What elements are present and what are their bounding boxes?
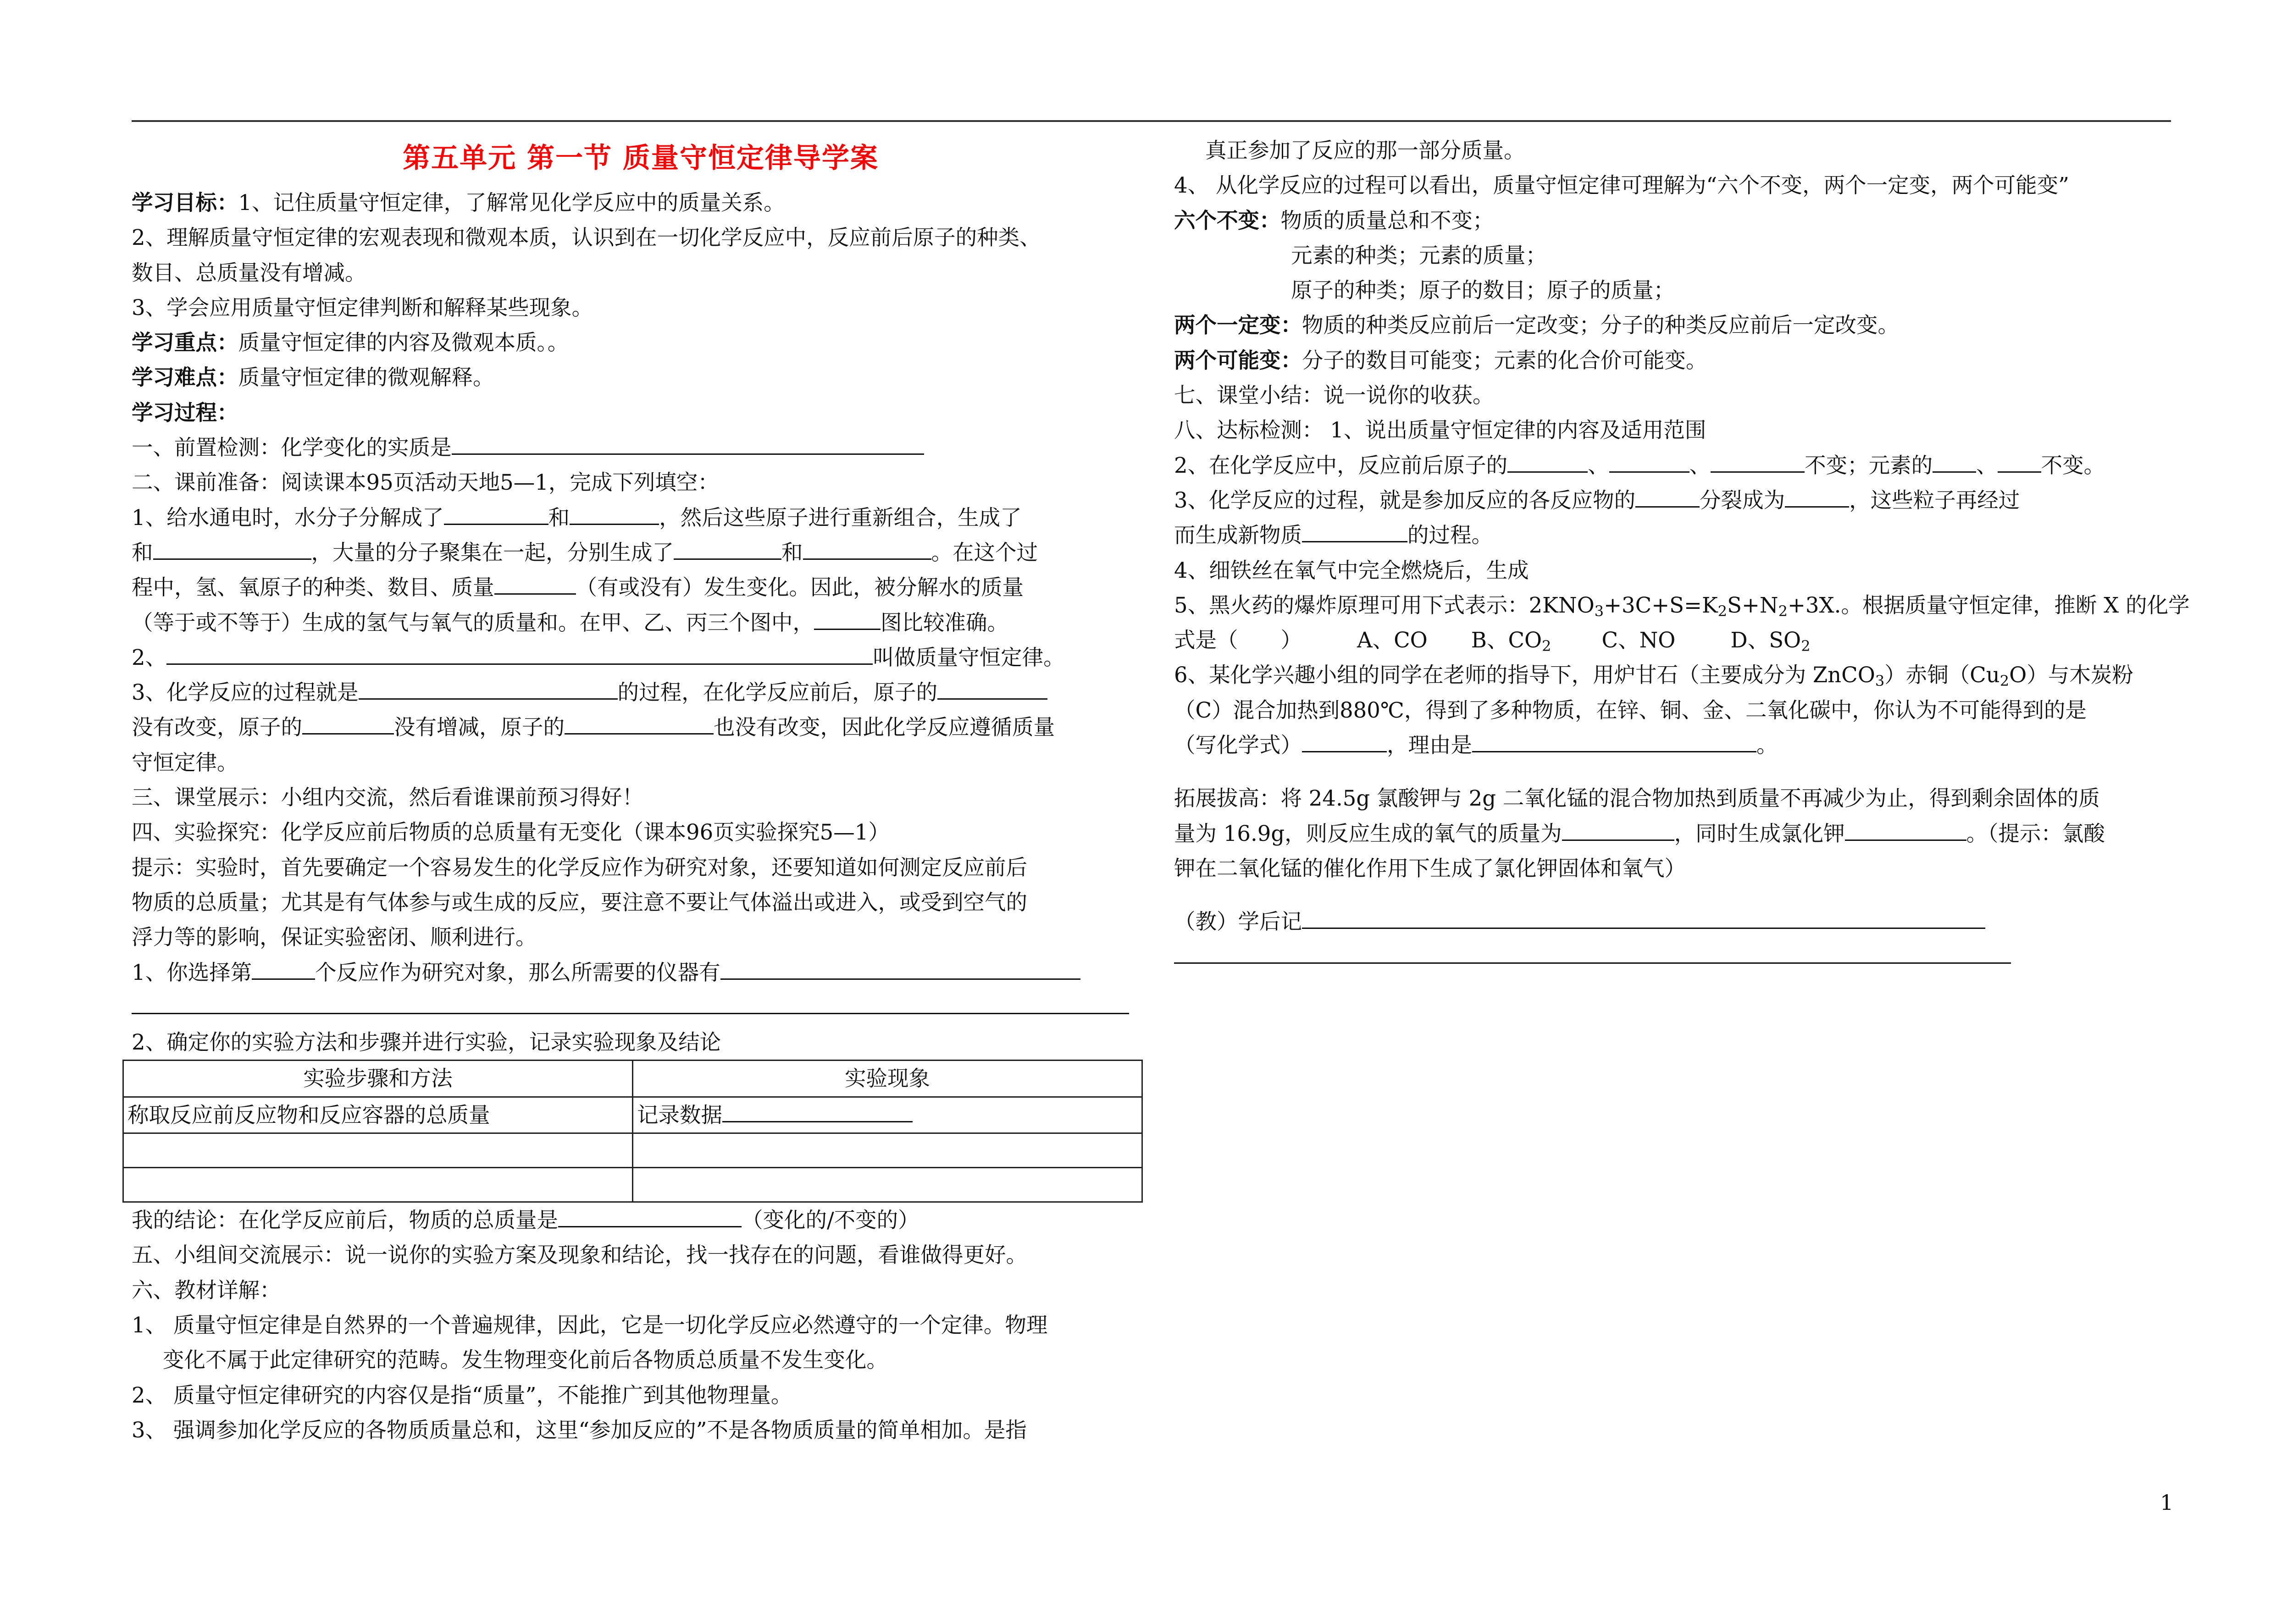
text-span: 也没有改变，因此化学反应遵循质量 [714, 715, 1055, 740]
text-span: 没有改变，原子的 [132, 715, 302, 740]
section-3: 三、课堂展示：小组内交流，然后看谁课前预习得好！ [132, 785, 643, 810]
text-span: 2、在化学反应中，反应前后原子的 [1174, 453, 1508, 478]
text-span: O）与木炭粉 [2009, 663, 2133, 688]
option-c[interactable]: C、NO [1601, 628, 1676, 653]
answer-blank[interactable] [570, 503, 659, 525]
tip-b: 物质的总质量；尤其是有气体参与或生成的反应，要注意不要让气体溢出或进入，或受到空气的 [132, 889, 1027, 915]
detail-3: 3、 强调参加化学反应的各物质质量总和，这里“参加反应的”不是各物质质量的简单相加。是指 [132, 1417, 1027, 1442]
difficulty-text: 质量守恒定律的微观解释。 [238, 365, 494, 390]
table-cell[interactable] [633, 1133, 1142, 1168]
answer-blank[interactable] [1562, 818, 1674, 841]
text-span: 3、化学反应的过程就是 [132, 680, 359, 705]
answer-blank[interactable] [452, 432, 924, 455]
option-d[interactable] [1730, 628, 1811, 655]
text-span: 和 [132, 540, 153, 565]
table-cell[interactable] [123, 1168, 633, 1202]
answer-blank[interactable] [814, 608, 881, 630]
text-span: 叫做质量守恒定律。 [873, 645, 1065, 670]
goals-label: 学习目标： [132, 190, 238, 215]
table-cell[interactable] [633, 1168, 1142, 1202]
text-span: 物质的质量总和不变； [1280, 208, 1494, 233]
text-span: 个反应作为研究对象，那么所需要的仪器有 [315, 960, 720, 985]
option-b[interactable] [1471, 628, 1551, 655]
answer-blank[interactable] [252, 957, 315, 980]
text-span: +3C+S=K [1604, 592, 1718, 618]
text-span: ，理由是 [1387, 733, 1472, 758]
document-title: 第五单元 第一节 质量守恒定律导学案 [403, 142, 879, 174]
answer-blank[interactable] [1933, 450, 1976, 473]
subscript: 3 [1875, 672, 1885, 690]
text-span: 1、你选择第 [132, 960, 252, 985]
subscript: 2 [1801, 637, 1811, 655]
text-span: 图比较准确。 [881, 610, 1008, 635]
tip-a: 提示：实验时，首先要确定一个容易发生的化学反应作为研究对象，还要知道如何测定反应前后 [132, 855, 1027, 880]
table-cell: 称取反应前反应物和反应容器的总质量 [123, 1097, 633, 1133]
table-row [123, 1133, 1142, 1168]
goal-2a: 2、理解质量守恒定律的宏观表现和微观本质，认识到在一切化学反应中，反应前后原子的种类、 [132, 225, 1041, 250]
section-5: 五、小组间交流展示：说一说你的实验方案及现象和结论，找一找存在的问题，看谁做得更好。 [132, 1243, 1027, 1268]
section-4: 四、实验探究：化学反应前后物质的总质量有无变化（课本96页实验探究5—1） [132, 820, 890, 845]
extension-c: 钾在二氧化锰的催化作用下生成了氯化钾固体和氧气） [1174, 856, 1686, 881]
text-line: 原子的种类；原子的数目；原子的质量； [1291, 278, 1675, 303]
text-span: 的过程。 [1407, 523, 1493, 548]
answer-blank[interactable] [558, 1205, 742, 1227]
text-span: 。在这个过 [931, 540, 1038, 565]
after-class-note-label: （教）学后记 [1174, 909, 1302, 934]
detail-2: 2、 质量守恒定律研究的内容仅是指“质量”，不能推广到其他物理量。 [132, 1382, 792, 1408]
text-span: 分子的数目可能变；元素的化合价可能变。 [1302, 348, 1707, 373]
answer-blank[interactable] [444, 503, 548, 525]
text-line: 4、细铁丝在氧气中完全燃烧后，生成 [1174, 558, 1529, 583]
answer-blank[interactable] [674, 537, 781, 560]
answer-blank[interactable] [166, 642, 873, 665]
key-points-text: 质量守恒定律的内容及微观本质。。 [238, 330, 569, 355]
subscript: 2 [1542, 637, 1551, 655]
right-line-1: 4、 从化学反应的过程可以看出，质量守恒定律可理解为“六个不变，两个一定变，两个可能变” [1174, 173, 2069, 198]
table-header: 实验现象 [633, 1061, 1142, 1097]
subscript: 3 [1594, 602, 1604, 620]
difficulty-label: 学习难点： [132, 365, 238, 390]
text-span: 、 [1588, 453, 1609, 478]
text-span: S+N [1727, 592, 1778, 618]
tip-c: 浮力等的影响，保证实验密闭、顺利进行。 [132, 925, 537, 950]
answer-blank[interactable] [1302, 520, 1407, 542]
table-row [123, 1168, 1142, 1202]
section-2: 二、课前准备：阅读课本95页活动天地5—1，完成下列填空： [132, 470, 719, 495]
answer-blank[interactable] [1302, 730, 1387, 752]
answer-blank[interactable] [494, 572, 576, 595]
goal-2b: 数目、总质量没有增减。 [132, 260, 366, 285]
text-span: 分裂成为 [1700, 487, 1785, 513]
text-span: 物质的种类反应前后一定改变；分子的种类反应前后一定改变。 [1302, 313, 1899, 338]
process-label: 学习过程： [132, 400, 238, 425]
table-cell[interactable] [123, 1133, 633, 1168]
text-line: 元素的种类；元素的质量； [1291, 243, 1547, 268]
goal-3: 3、学会应用质量守恒定律判断和解释某些现象。 [132, 295, 593, 320]
text-span: 、 [1976, 453, 1998, 478]
right-line-0: 真正参加了反应的那一部分质量。 [1205, 138, 1525, 163]
text-span: （有或没有）发生变化。因此，被分解水的质量 [576, 575, 1024, 600]
answer-blank[interactable] [1998, 450, 2041, 473]
right-column [1174, 133, 2190, 974]
text-span: 式是（ ） [1174, 628, 1302, 653]
answer-blank[interactable] [359, 677, 618, 700]
key-points-label: 学习重点： [132, 330, 238, 355]
answer-blank[interactable] [302, 712, 394, 735]
answer-blank[interactable] [1845, 818, 1966, 841]
text-span: 3、化学反应的过程，就是参加反应的各反应物的 [1174, 487, 1636, 513]
top-rule [132, 120, 2171, 122]
answer-blank[interactable] [722, 1101, 913, 1122]
answer-blank[interactable] [1302, 906, 1985, 929]
goal-1: 1、记住质量守恒定律，了解常见化学反应中的质量关系。 [238, 190, 785, 215]
text-span: 、 [1689, 453, 1711, 478]
detail-1a: 1、 质量守恒定律是自然界的一个普遍规律，因此，它是一切化学反应必然遵守的一个定律。物理 [132, 1312, 1048, 1337]
text-span: 不变。 [2041, 453, 2105, 478]
text-span: 量为 16.9g，则反应生成的氧气的质量为 [1174, 821, 1562, 846]
text-span: 的过程，在化学反应前后，原子的 [617, 680, 938, 705]
experiment-table [122, 1060, 1143, 1203]
answer-blank[interactable] [565, 712, 714, 735]
text-span: D、SO [1730, 628, 1801, 653]
text-span: 不变；元素的 [1805, 453, 1933, 478]
text-span: ，这些粒子再经过 [1849, 487, 2020, 513]
answer-blank[interactable] [1785, 485, 1849, 508]
subscript: 2 [1999, 672, 2010, 690]
table-cell [633, 1097, 1142, 1133]
text-span: 而生成新物质 [1174, 523, 1302, 548]
text-span: 程中，氢、氧原子的种类、数目、质量 [132, 575, 494, 600]
answer-line[interactable] [132, 990, 1129, 1014]
six-unchanged-label: 六个不变： [1174, 208, 1281, 233]
answer-blank[interactable] [803, 537, 931, 560]
text-span: 6、某化学兴趣小组的同学在老师的指导下，用炉甘石（主要成分为 ZnCO [1174, 663, 1875, 688]
answer-blank[interactable] [937, 677, 1047, 700]
section-8: 八、达标检测： 1、说出质量守恒定律的内容及适用范围 [1174, 418, 1706, 443]
text-span: 我的结论：在化学反应前后，物质的总质量是 [132, 1208, 558, 1233]
text-line: （C）混合加热到880℃，得到了多种物质，在锌、铜、金、二氧化碳中，你认为不可能得到的是 [1174, 697, 2087, 723]
text-span: ，同时生成氯化钾 [1674, 821, 1845, 846]
text-span: ）赤铜（Cu [1884, 663, 2000, 688]
page-number: 1 [2160, 1490, 2174, 1515]
answer-blank[interactable] [1711, 450, 1805, 473]
text-span: 记录数据 [637, 1102, 722, 1127]
text-span: （等于或不等于）生成的氢气与氧气的质量和。在甲、乙、丙三个图中， [132, 610, 814, 635]
text-span: 没有增减，原子的 [394, 715, 565, 740]
text-span: ，大量的分子聚集在一起，分别生成了 [311, 540, 674, 565]
answer-blank[interactable] [1635, 485, 1700, 508]
text-span: （变化的/不变的） [742, 1208, 919, 1233]
option-a[interactable]: A、CO [1357, 628, 1428, 653]
extension-a: 拓展拔高：将 24.5g 氯酸钾与 2g 二氧化锰的混合物加热到质量不再减少为止，得到剩余固体的质 [1174, 786, 2100, 811]
answer-line[interactable] [1174, 939, 2011, 964]
text-span: 1、给水通电时，水分子分解成了 [132, 505, 444, 530]
text-span: B、CO [1471, 628, 1542, 653]
section-6: 六、教材详解： [132, 1277, 281, 1303]
two-changed-label: 两个一定变： [1174, 313, 1302, 338]
section-7: 七、课堂小结：说一说你的收获。 [1174, 383, 1494, 408]
text-span: +3X.。根据质量守恒定律，推断 X 的化学 [1787, 592, 2190, 618]
text-span: 2、 [132, 645, 167, 670]
answer-blank[interactable] [720, 957, 1080, 980]
left-column [127, 133, 1141, 1447]
experiment-step-2: 2、确定你的实验方法和步骤并进行实验，记录实验现象及结论 [132, 1030, 721, 1055]
table-row [123, 1097, 1142, 1133]
text-span: ，然后这些原子进行重新组合，生成了 [659, 505, 1022, 530]
text-span: 。（提示：氯酸 [1966, 821, 2105, 846]
answer-blank[interactable] [1472, 730, 1756, 752]
answer-blank[interactable] [1507, 450, 1588, 473]
two-maybe-label: 两个可能变： [1174, 348, 1302, 373]
text-span: 和 [548, 505, 570, 530]
text-span: 。 [1756, 733, 1778, 758]
text-line: 守恒定律。 [132, 750, 238, 775]
answer-blank[interactable] [153, 537, 311, 560]
text-span: 和 [781, 540, 803, 565]
detail-1b: 变化不属于此定律研究的范畴。发生物理变化前后各物质总质量不发生变化。 [163, 1348, 888, 1373]
table-header: 实验步骤和方法 [123, 1061, 633, 1097]
subscript: 2 [1778, 602, 1788, 620]
subscript: 2 [1717, 602, 1728, 620]
answer-blank[interactable] [1609, 450, 1689, 473]
text-span: 5、黑火药的爆炸原理可用下式表示：2KNO [1174, 592, 1595, 618]
text-span: （写化学式） [1174, 733, 1302, 758]
section-1: 一、前置检测：化学变化的实质是 [132, 435, 452, 460]
